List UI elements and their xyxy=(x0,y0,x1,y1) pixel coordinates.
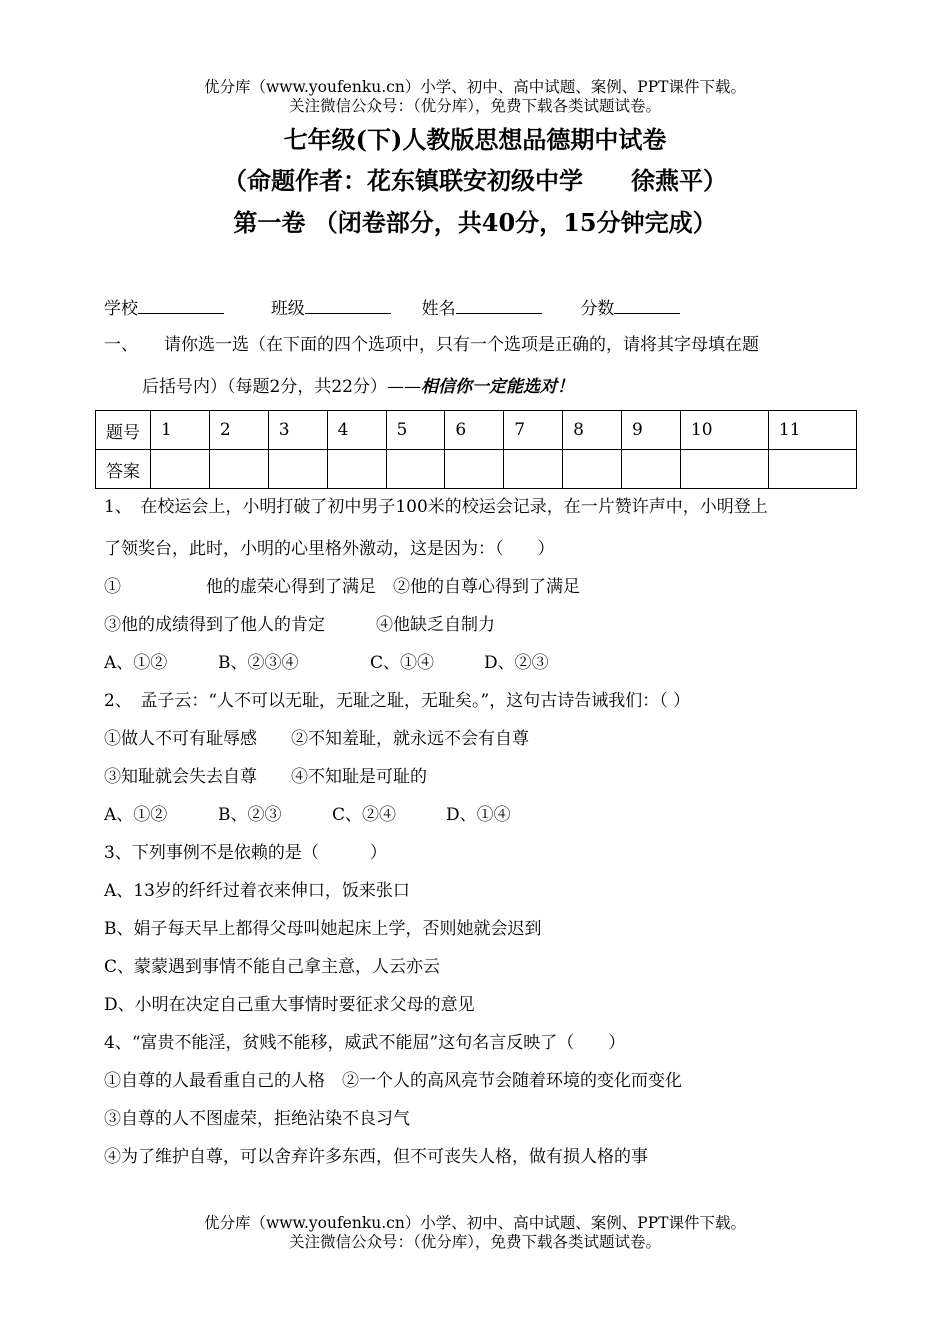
q3-option-a[interactable]: A、13岁的纤纤过着衣来伸口，饭来张口 xyxy=(104,881,410,901)
footer-line-2: 关注微信公众号：（优分库），免费下载各类试题试卷。 xyxy=(288,1233,661,1251)
question-number-cell: 10 xyxy=(680,411,768,450)
student-info-row xyxy=(104,296,680,320)
q2-statement-2: ③知耻就会失去自尊 ④不知耻是可耻的 xyxy=(104,767,427,787)
question-number-cell: 1 xyxy=(151,411,210,450)
q3-option-d[interactable]: D、小明在决定自己重大事情时要征求父母的意见 xyxy=(104,995,475,1015)
instruction-text-1: 请你选一选（在下面的四个选项中，只有一个选项是正确的，请将其字母填在题 xyxy=(164,335,759,355)
question-number-cell: 4 xyxy=(327,411,386,450)
q1-option-b[interactable]: B、②③④ xyxy=(218,653,299,673)
q4-statement-2: ③自尊的人不图虚荣，拒绝沾染不良习气 xyxy=(104,1109,410,1129)
instruction-line-2 xyxy=(142,376,574,398)
question-number-cell: 5 xyxy=(386,411,445,450)
question-number-cell: 11 xyxy=(768,411,856,450)
q4-stem: 4、“富贵不能淫，贫贱不能移，威武不能屈”这句名言反映了（ ） xyxy=(104,1033,626,1053)
answer-cell[interactable] xyxy=(504,450,563,489)
q3-option-b[interactable]: B、娟子每天早上都得父母叫她起床上学，否则她就会迟到 xyxy=(104,919,542,939)
instruction-line-1 xyxy=(104,334,759,356)
score-blank[interactable] xyxy=(614,296,680,314)
q1-statement-2: ③他的成绩得到了他人的肯定 ④他缺乏自制力 xyxy=(104,615,495,635)
instruction-encourage: 相信你一定能选对！ xyxy=(420,377,574,397)
question-number-cell: 3 xyxy=(268,411,327,450)
answer-cell[interactable] xyxy=(209,450,268,489)
header-line-1: 优分库（www.youfenku.cn）小学、初中、高中试题、案例、PPT课件下载。 xyxy=(203,78,747,96)
answer-cell[interactable] xyxy=(386,450,445,489)
instruction-number: 一、 xyxy=(104,335,138,355)
q1-option-c[interactable]: C、①④ xyxy=(370,653,435,673)
q1-stem-1: 1、 在校运会上，小明打破了初中男子100米的校运会记录，在一片赞许声中，小明登上 xyxy=(104,497,768,517)
answer-cell[interactable] xyxy=(563,450,622,489)
q4-statement-3: ④为了维护自尊，可以舍弃许多东西，但不可丧失人格，做有损人格的事 xyxy=(104,1147,648,1167)
q1-stem-2: 了领奖台，此时，小明的心里格外激动，这是因为：（ ） xyxy=(104,539,555,559)
answer-cell[interactable] xyxy=(680,450,768,489)
q1-option-a[interactable]: A、①② xyxy=(104,653,168,673)
header-line-2: 关注微信公众号：（优分库），免费下载各类试题试卷。 xyxy=(288,97,661,115)
footer-line-1: 优分库（www.youfenku.cn）小学、初中、高中试题、案例、PPT课件下载。 xyxy=(203,1214,747,1232)
question-number-cell: 2 xyxy=(209,411,268,450)
exam-author: （命题作者：花东镇联安初级中学 徐燕平） xyxy=(223,166,727,195)
school-label: 学校 xyxy=(104,299,138,319)
q2-option-b[interactable]: B、②③ xyxy=(218,805,282,825)
score-label: 分数 xyxy=(580,299,615,319)
answer-cell[interactable] xyxy=(768,450,856,489)
section-title: 第一卷 （闭卷部分，共40分，15分钟完成） xyxy=(233,208,717,237)
exam-title: 七年级(下)人教版思想品德期中试卷 xyxy=(283,125,667,154)
question-number-cell: 6 xyxy=(445,411,504,450)
q2-option-d[interactable]: D、①④ xyxy=(446,805,511,825)
answer-cell[interactable] xyxy=(268,450,327,489)
class-label: 班级 xyxy=(270,299,305,319)
school-blank[interactable] xyxy=(138,296,224,314)
q2-option-a[interactable]: A、①② xyxy=(104,805,168,825)
question-number-cell: 9 xyxy=(622,411,681,450)
answer-cell[interactable] xyxy=(327,450,386,489)
q1-option-d[interactable]: D、②③ xyxy=(484,653,549,673)
q2-statement-1: ①做人不可有耻辱感 ②不知羞耻，就永远不会有自尊 xyxy=(104,729,529,749)
answer-table xyxy=(95,410,857,489)
row-label-number: 题号 xyxy=(96,411,151,450)
q4-statement-1: ①自尊的人最看重自己的人格 ②一个人的高风亮节会随着环境的变化而变化 xyxy=(104,1071,682,1091)
row-label-answer: 答案 xyxy=(96,450,151,489)
answer-cell[interactable] xyxy=(151,450,210,489)
answer-cell[interactable] xyxy=(622,450,681,489)
q2-option-c[interactable]: C、②④ xyxy=(332,805,397,825)
class-blank[interactable] xyxy=(305,296,391,314)
question-number-cell: 8 xyxy=(563,411,622,450)
table-row-numbers xyxy=(96,411,857,450)
q1-statement-1: ① 他的虚荣心得到了满足 ②他的自尊心得到了满足 xyxy=(104,577,580,597)
answer-cell[interactable] xyxy=(445,450,504,489)
question-number-cell: 7 xyxy=(504,411,563,450)
instruction-text-2: 后括号内）（每题2分，共22分）—— xyxy=(142,377,421,397)
q3-option-c[interactable]: C、蒙蒙遇到事情不能自己拿主意，人云亦云 xyxy=(104,957,441,977)
table-row-answers xyxy=(96,450,857,489)
q3-stem: 3、下列事例不是依赖的是（ ） xyxy=(104,843,387,863)
q2-stem: 2、 孟子云：“人不可以无耻，无耻之耻，无耻矣。”，这句古诗告诫我们：（ ） xyxy=(104,691,691,711)
name-label: 姓名 xyxy=(421,299,456,319)
name-blank[interactable] xyxy=(456,296,542,314)
